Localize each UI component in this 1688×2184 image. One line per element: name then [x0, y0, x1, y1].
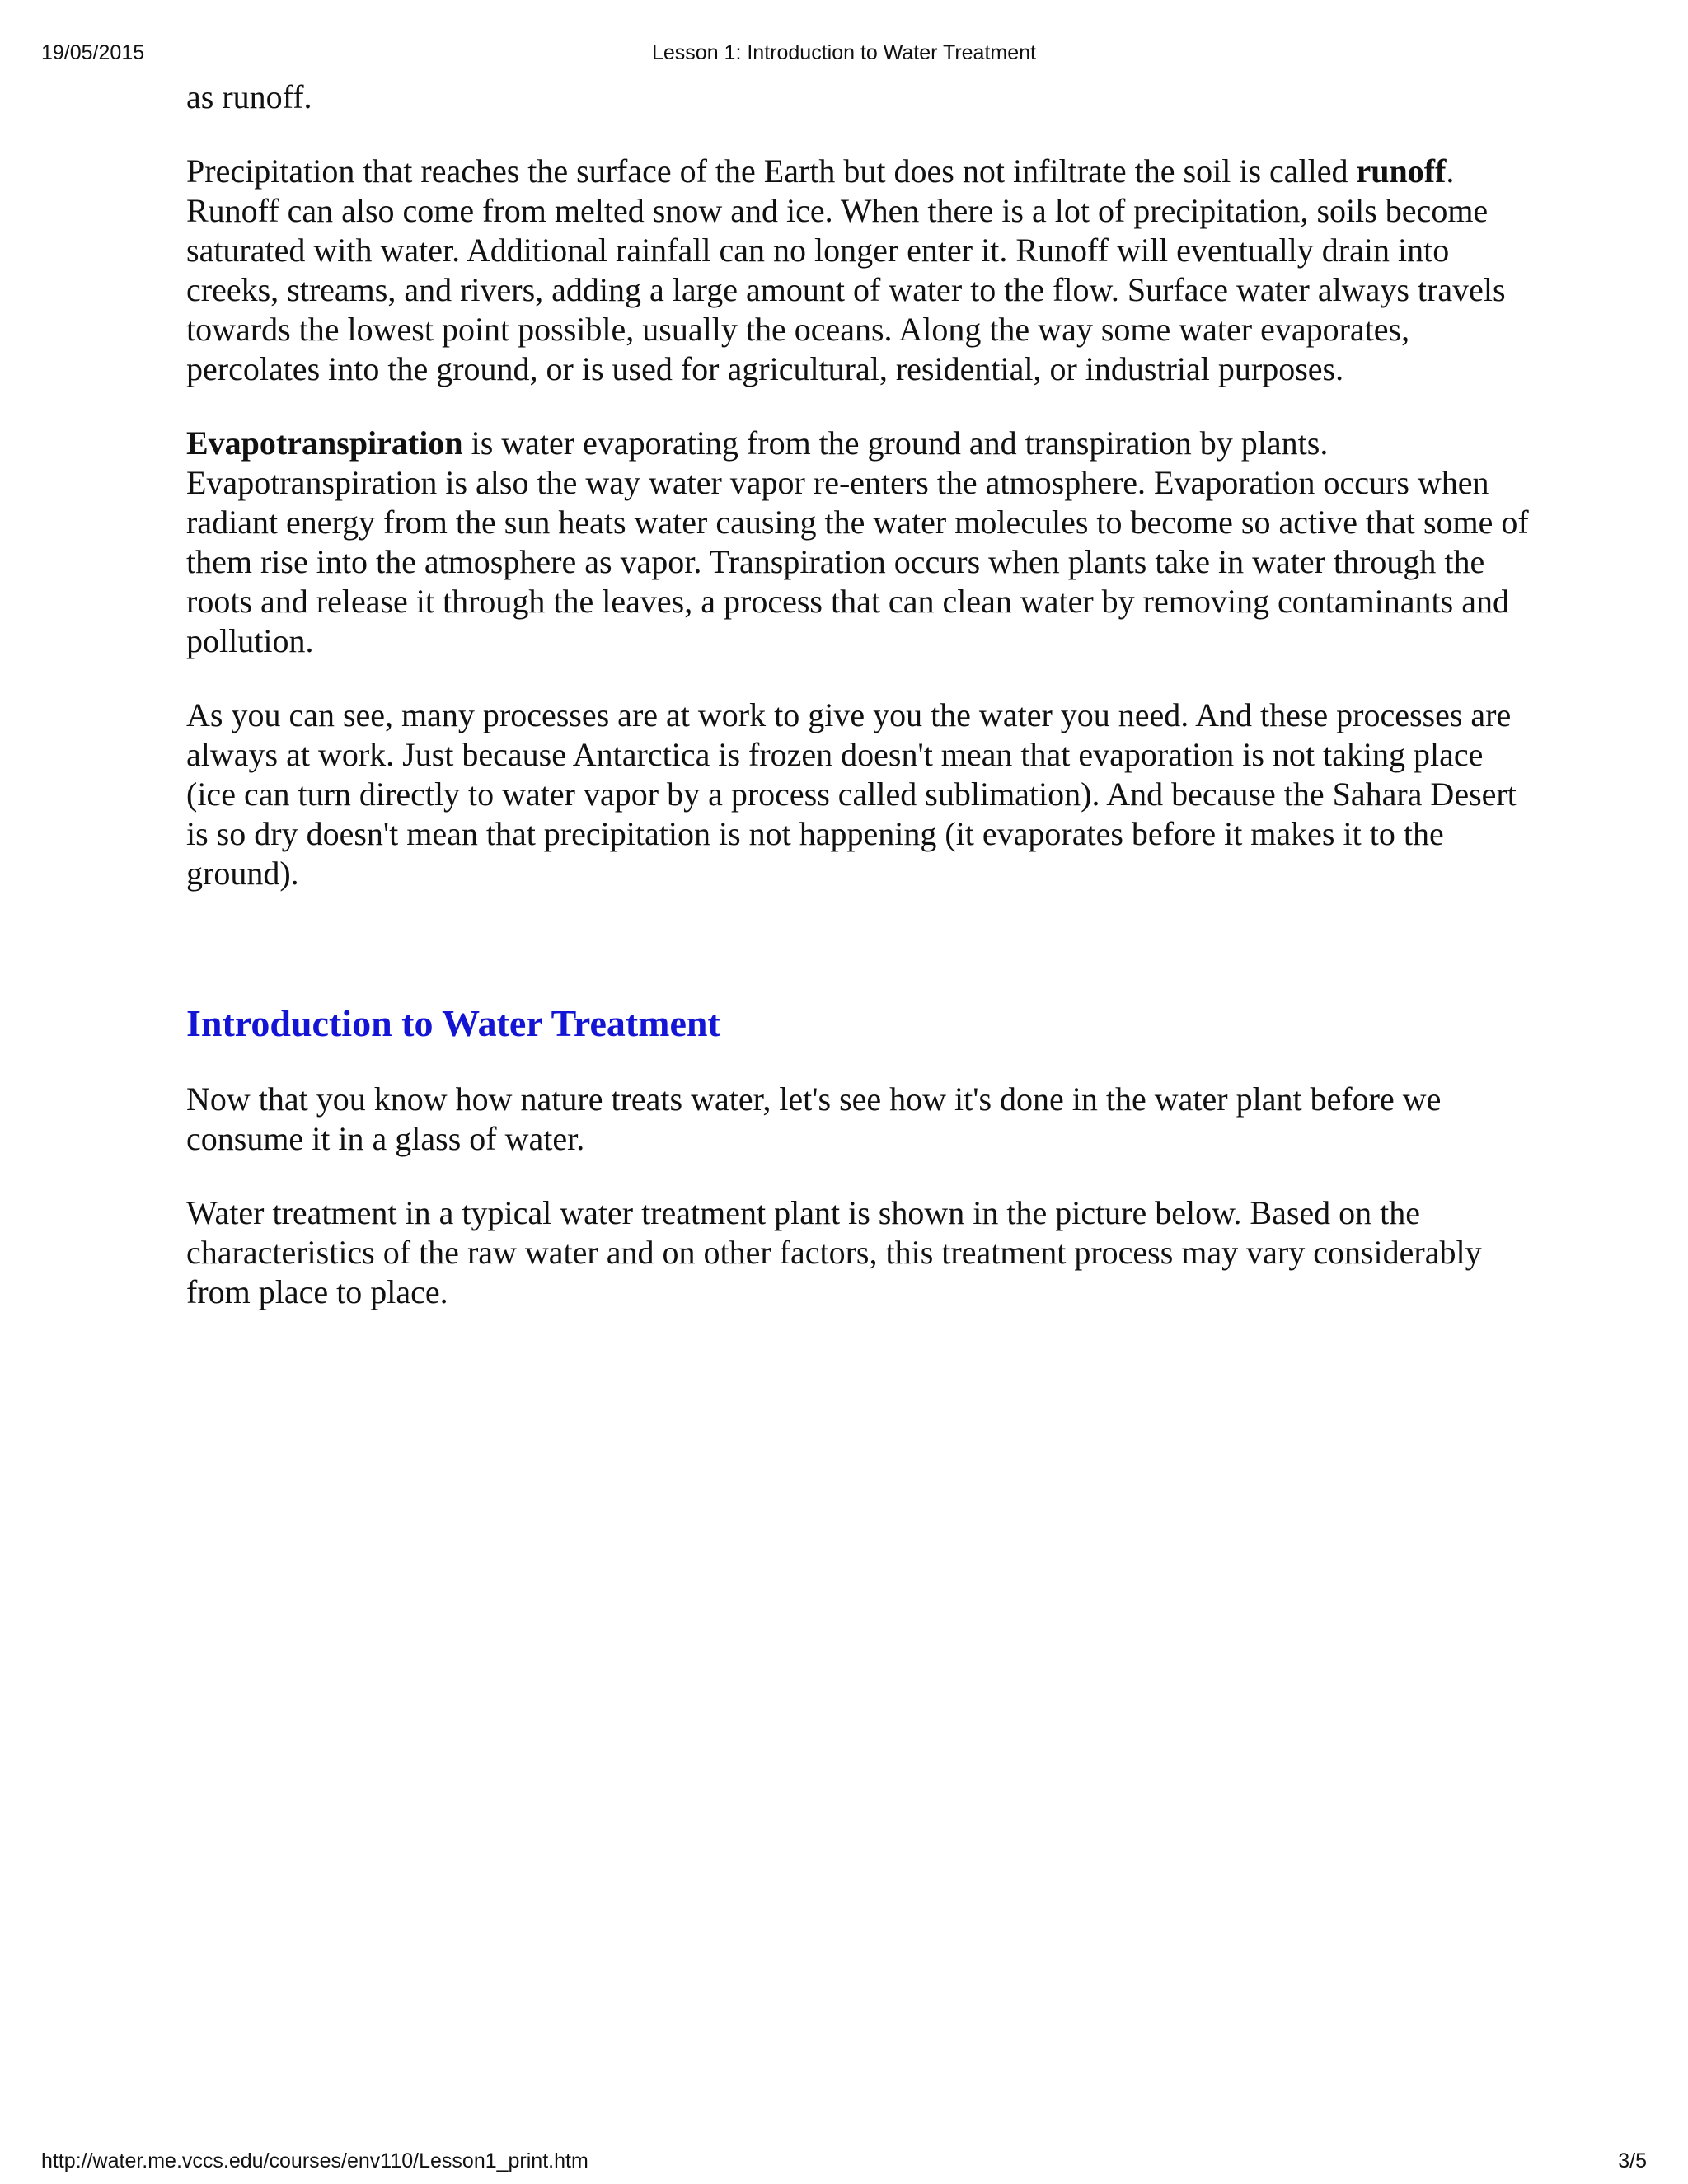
processes-paragraph: As you can see, many processes are at work to give you the water you need. And these processes are always at work. Just because Antarctica is frozen doesn't mean that evaporation is not taking place (ice can turn directly to water vapor by a process called sublimation). And because the Sahara Desert is so dry doesn't mean that precipitation is not happening (it evaporates before it makes it to the ground).: [186, 696, 1517, 892]
lesson-content: [186, 77, 1538, 1312]
print-date: 19/05/2015: [41, 41, 145, 64]
evapotranspiration-text: is water evaporating from the ground and transpiration by plants. Evapotranspiration is also the way water vapor re-enters the atmosphere. Evaporation occurs when radiant energy from the sun heats water causing the water molecules to become so active that some of them rise into the atmosphere as vapor. Transpiration occurs when plants take in water through the roots and release it through the leaves, a process that can clean water by removing contaminants and pollution.: [186, 424, 1529, 659]
continued-text: as runoff.: [186, 78, 312, 115]
print-footer: [0, 2149, 1688, 2176]
section-heading: Introduction to Water Treatment: [186, 1002, 720, 1044]
evapotranspiration-term: Evapotranspiration: [186, 424, 463, 462]
evapotranspiration-paragraph: [186, 424, 1538, 661]
print-header: [0, 41, 1688, 68]
runoff-term: runoff: [1356, 152, 1447, 190]
runoff-paragraph: [186, 152, 1538, 389]
print-page-title: Lesson 1: Introduction to Water Treatment: [652, 41, 1036, 64]
intro-paragraph: Now that you know how nature treats water, let's see how it's done in the water plant before we consume it in a glass of water.: [186, 1080, 1442, 1157]
page-url: http://water.me.vccs.edu/courses/env110/Lesson1_print.htm: [41, 2149, 588, 2172]
treatment-paragraph: Water treatment in a typical water treatment plant is shown in the picture below. Based on the characteristics of the raw water and on other factors, this treatment process may vary considerably from place to place.: [186, 1194, 1482, 1310]
runoff-text-after: . Runoff can also come from melted snow and ice. When there is a lot of precipitation, soils become saturated with water. Additional rainfall can no longer enter it. Runoff will eventually drain into creeks, streams, and rivers, adding a large amount of water to the flow. Surface water always travels towards the lowest point possible, usually the oceans. Along the way some water evaporates, percolates into the ground, or is used for agricultural, residential, or industrial purposes.: [186, 152, 1506, 387]
page-number: 3/5: [1618, 2149, 1647, 2172]
runoff-text-before: Precipitation that reaches the surface of the Earth but does not infiltrate the soil is called: [186, 152, 1357, 190]
